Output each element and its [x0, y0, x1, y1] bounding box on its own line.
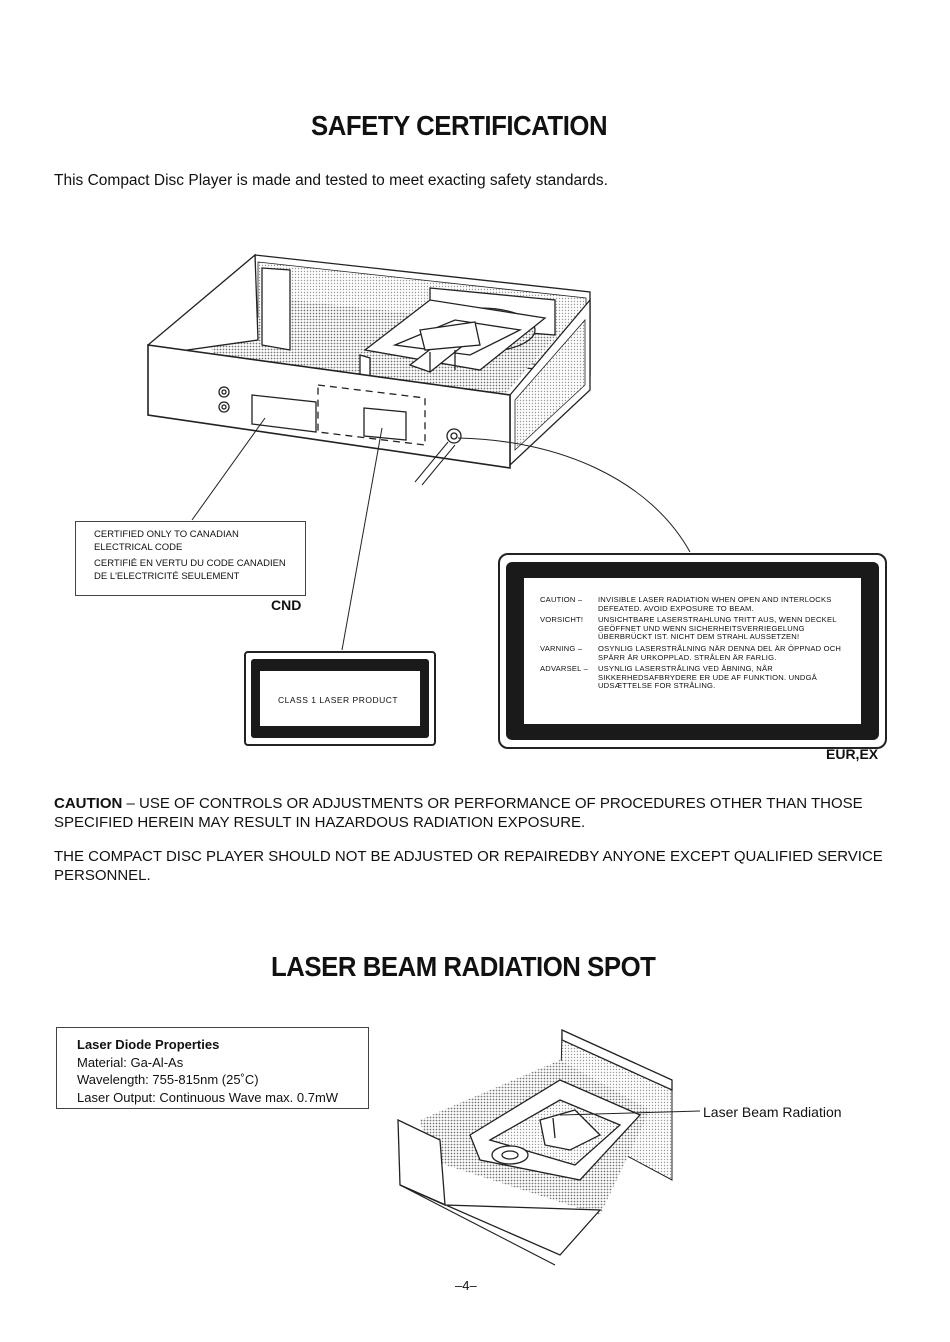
laser-diode-properties-box	[56, 1027, 369, 1109]
section-title-safety: SAFETY CERTIFICATION	[311, 110, 608, 141]
warning-row-caution: CAUTION – INVISIBLE LASER RADIATION WHEN OPEN AND INTERLOCKS DEFEATED. AVOID EXPOSURE TO BEAM.	[540, 595, 832, 613]
laser-warning-label	[498, 553, 887, 749]
warning-row-advarsel: ADVARSEL – USYNLIG LASERSTRÅLING VED ÅBNING, NÅR SIKKERHEDSAFBRYDERE ER UDE AF FUNKTION. UNDGÅ UDSÆTTELSE FOR STRÅLING.	[540, 664, 817, 691]
properties-material: Material: Ga-Al-As	[77, 1054, 184, 1070]
cnd-tag: CND	[271, 597, 302, 613]
properties-output: Laser Output: Continuous Wave max. 0.7mW	[77, 1089, 339, 1105]
warning-row-varning: VARNING – OSYNLIG LASERSTRÅLNING NÄR DENNA DEL ÄR ÖPPNAD OCH SPÄRR ÄR URKOPPLAD. STRÅLEN ÄR FARLIG.	[540, 643, 842, 662]
intro-text: This Compact Disc Player is made and tested to meet exacting safety standards.	[54, 172, 608, 189]
cnd-line3: CERTIFIÉ EN VERTU DU CODE CANADIEN	[94, 558, 286, 569]
page-number: –4–	[455, 1278, 477, 1293]
warning-text-panel	[524, 578, 861, 724]
section-title-laser-beam: LASER BEAM RADIATION SPOT	[271, 951, 656, 982]
caution-keyword: CAUTION	[54, 795, 123, 812]
cnd-certification-label	[75, 521, 306, 596]
warning-row-vorsicht: VORSICHT! UNSICHTBARE LASERSTRAHLUNG TRITT AUS, WENN DECKEL GEÖFFNET UND WENN SICHERHEITSVERRIEGELUNG ÜBERBRÜCKT IST. NICHT DEM STRAHL AUSSETZEN!	[540, 615, 837, 642]
service-paragraph: THE COMPACT DISC PLAYER SHOULD NOT BE ADJUSTED OR REPAIREDBY ANYONE EXCEPT QUALIFIED SERVICE PERSONNEL.	[54, 848, 883, 884]
class1-laser-label	[244, 651, 436, 746]
class1-laser-text: CLASS 1 LASER PRODUCT	[278, 695, 399, 705]
cnd-line1: CERTIFIED ONLY TO CANADIAN	[94, 529, 239, 540]
cnd-line4: DE L'ELECTRICITÉ SEULEMENT	[94, 571, 240, 582]
properties-heading: Laser Diode Properties	[77, 1037, 220, 1052]
caution-text: – USE OF CONTROLS OR ADJUSTMENTS OR PERFORMANCE OF PROCEDURES OTHER THAN THOSE SPECIFIED HEREIN MAY RESULT IN HAZARDOUS RADIATION EXPOSURE.	[54, 795, 863, 831]
caution-paragraph	[54, 794, 894, 832]
laser-beam-radiation-label: Laser Beam Radiation	[703, 1104, 842, 1120]
eur-ex-tag: EUR,EX	[826, 746, 879, 762]
cnd-line2: ELECTRICAL CODE	[94, 542, 183, 553]
properties-wavelength: Wavelength: 755-815nm (25˚C)	[77, 1072, 259, 1087]
